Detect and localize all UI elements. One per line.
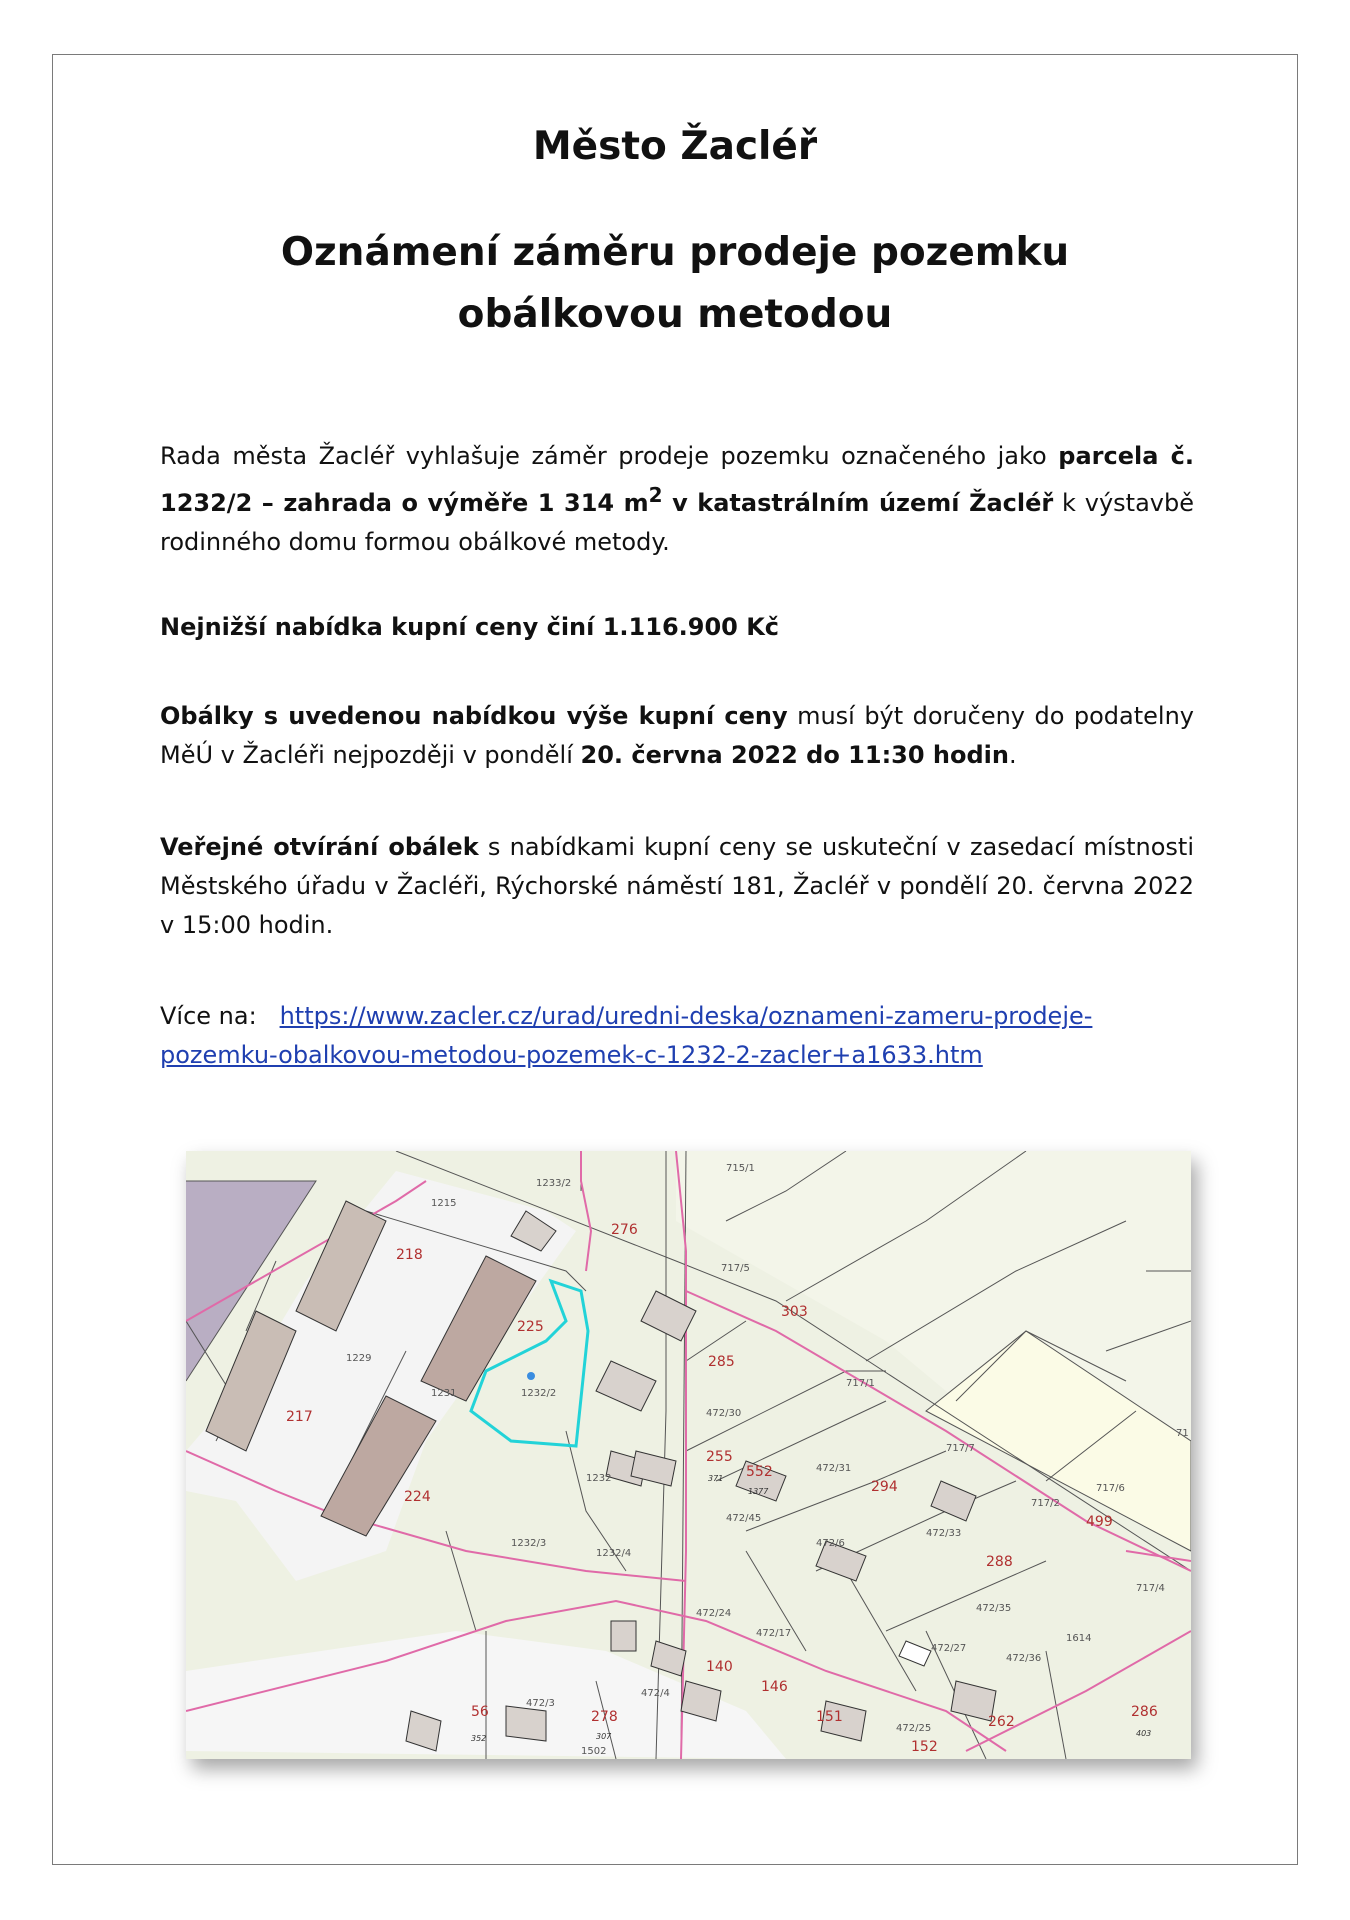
lbl-472-4: 472/4 <box>641 1688 670 1699</box>
lbl-472-36: 472/36 <box>1006 1653 1042 1664</box>
p3-deadline: 20. června 2022 do 11:30 hodin <box>580 741 1009 769</box>
bn-285: 285 <box>708 1354 735 1370</box>
cadastral-map <box>186 1151 1191 1759</box>
bn-278: 278 <box>591 1709 618 1725</box>
bn-255: 255 <box>706 1449 733 1465</box>
p4-bold-a: Veřejné otvírání obálek <box>160 833 479 861</box>
lbl-472-24: 472/24 <box>696 1608 732 1619</box>
p3-text-b: musí být doručeny do podatelny MěÚ v Žacléři nejpozději v pondělí <box>160 702 1194 769</box>
lbl-472-35: 472/35 <box>976 1603 1012 1614</box>
lbl-1232: 1232 <box>586 1473 612 1484</box>
cadastral-map-svg <box>186 1151 1191 1759</box>
bn-225: 225 <box>517 1319 544 1335</box>
lbl-472-45: 472/45 <box>726 1513 762 1524</box>
p3-bold-a: Obálky s uvedenou nabídkou výše kupní ceny <box>160 702 788 730</box>
lbl-1232-4: 1232/4 <box>596 1548 632 1559</box>
more-info-label: Více na: <box>160 1002 257 1030</box>
lbl-1232-2: 1232/2 <box>521 1388 557 1399</box>
paragraph-more-info <box>160 997 1194 1075</box>
hn-403: 403 <box>1136 1729 1152 1738</box>
lbl-1232-3: 1232/3 <box>511 1538 547 1549</box>
bn-218: 218 <box>396 1247 423 1263</box>
hn-307: 307 <box>596 1732 612 1741</box>
p1-text-d: k výstavbě rodinného domu formou obálkové metody. <box>160 489 1194 556</box>
bn-140: 140 <box>706 1659 733 1675</box>
p1-parcel-text: parcela č. 1232/2 – zahrada o výměře 1 314 m <box>160 442 1194 517</box>
paragraph-deadline <box>160 697 1194 775</box>
lbl-472-25: 472/25 <box>896 1723 932 1734</box>
subtitle-line-1: Oznámení záměru prodeje pozemku <box>280 230 1070 275</box>
paragraph-min-price <box>160 608 1194 647</box>
lbl-472-33: 472/33 <box>926 1528 962 1539</box>
lbl-717-2: 717/2 <box>1031 1498 1060 1509</box>
p1-sup: 2 <box>648 483 663 507</box>
subtitle-line-2: obálkovou metodou <box>457 292 893 337</box>
more-info-link[interactable]: https://www.zacler.cz/urad/uredni-deska/oznameni-zameru-prodeje-pozemku-obalkovou-metodou-pozemek-c-1232-2-zacler+a1633.htm <box>160 1002 1093 1069</box>
lbl-472-30: 472/30 <box>706 1408 742 1419</box>
min-price-text: Nejnižší nabídka kupní ceny činí 1.116.900 Kč <box>160 613 780 641</box>
hn-1377: 1377 <box>748 1487 769 1496</box>
lbl-1233-2: 1233/2 <box>536 1178 572 1189</box>
hn-352: 352 <box>471 1734 487 1743</box>
bn-286: 286 <box>1131 1704 1158 1720</box>
bn-294: 294 <box>871 1479 898 1495</box>
lbl-472-31: 472/31 <box>816 1463 852 1474</box>
bn-288: 288 <box>986 1554 1013 1570</box>
lbl-472-27: 472/27 <box>931 1643 967 1654</box>
bn-303: 303 <box>781 1304 808 1320</box>
paragraph-opening <box>160 828 1194 945</box>
building-278 <box>506 1706 546 1741</box>
lbl-717-6: 717/6 <box>1096 1483 1125 1494</box>
lbl-472-17: 472/17 <box>756 1628 792 1639</box>
map-marker-icon <box>527 1372 535 1380</box>
bn-152: 152 <box>911 1739 938 1755</box>
bn-56: 56 <box>471 1704 489 1720</box>
lbl-717-4: 717/4 <box>1136 1583 1165 1594</box>
lbl-717-5: 717/5 <box>721 1263 750 1274</box>
lbl-1215: 1215 <box>431 1198 457 1209</box>
lbl-472-3: 472/3 <box>526 1698 555 1709</box>
building-140 <box>611 1621 636 1651</box>
paragraph-sale-intent <box>160 437 1194 562</box>
bn-552: 552 <box>746 1464 773 1480</box>
document-subtitle <box>0 222 1350 346</box>
p1-text-a: Rada města Žacléř vyhlašuje záměr prodeje pozemku označeného jako <box>160 442 1059 470</box>
lbl-1502: 1502 <box>581 1746 607 1757</box>
lbl-1614: 1614 <box>1066 1633 1092 1644</box>
p4-text-b: s nabídkami kupní ceny se uskuteční v zasedací místnosti Městského úřadu v Žacléři, Rýchorské náměstí 181, Žacléř v pondělí 20. června 2022 v 15:00 hodin. <box>160 833 1194 939</box>
lbl-1229: 1229 <box>346 1353 372 1364</box>
lbl-717-1: 717/1 <box>846 1378 875 1389</box>
lbl-71: 71 <box>1176 1428 1189 1439</box>
p3-text-d: . <box>1008 741 1017 769</box>
bn-224: 224 <box>404 1489 431 1505</box>
lbl-472-6: 472/6 <box>816 1538 845 1549</box>
hn-371: 371 <box>708 1474 724 1483</box>
bn-262: 262 <box>988 1714 1015 1730</box>
lbl-717-7: 717/7 <box>946 1443 975 1454</box>
lbl-715-1: 715/1 <box>726 1163 755 1174</box>
bn-146: 146 <box>761 1679 788 1695</box>
lbl-1231: 1231 <box>431 1388 457 1399</box>
document-title: Město Žacléř <box>532 124 818 169</box>
p1-cadastre: v katastrálním území Žacléř <box>662 489 1054 517</box>
bn-276: 276 <box>611 1222 638 1238</box>
bn-217: 217 <box>286 1409 313 1425</box>
bn-151: 151 <box>816 1709 843 1725</box>
bn-499: 499 <box>1086 1514 1113 1530</box>
